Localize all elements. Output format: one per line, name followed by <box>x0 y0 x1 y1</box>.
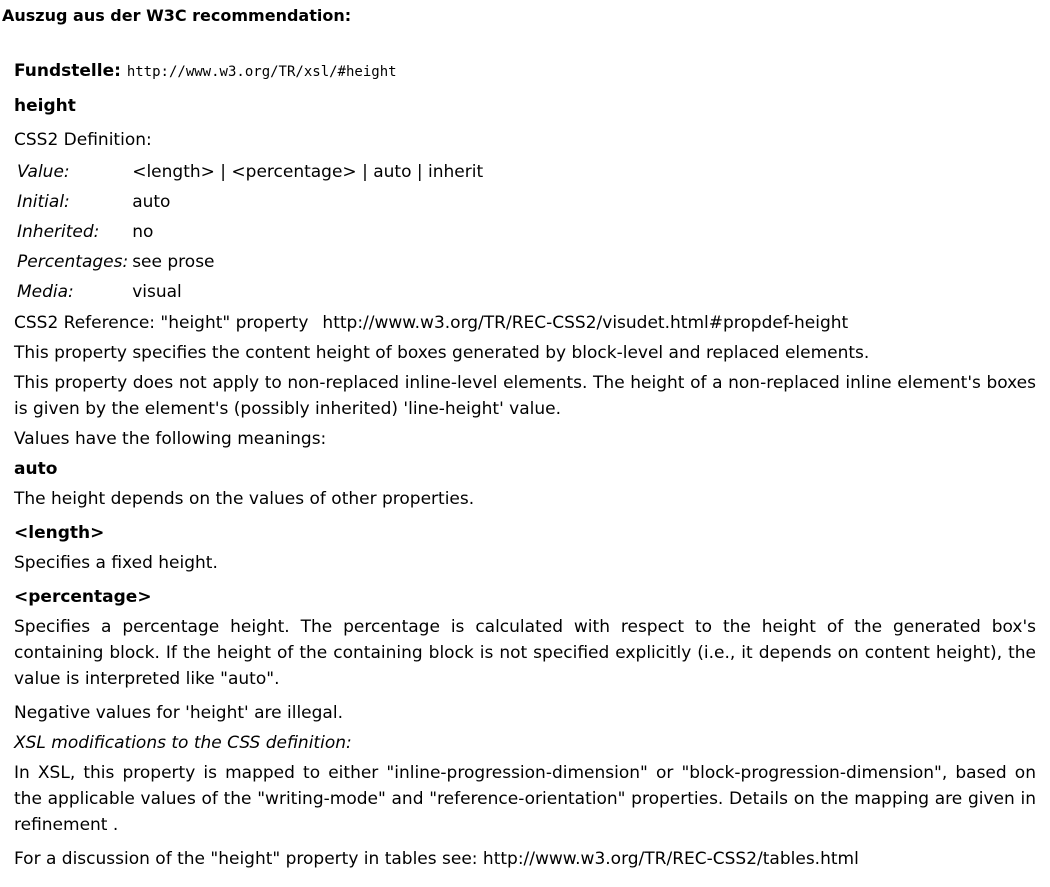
definition-row <box>17 217 487 247</box>
term-percentage-description: Specifies a percentage height. The percentage is calculated with respect to the height of the generated box's containing block. If the height of the containing block is not specified explicitly (i.e., it depends on content height), the value is interpreted like "auto". <box>14 617 1036 689</box>
css2-reference <box>14 310 1036 336</box>
paragraph-negative: Negative values for 'height' are illegal. <box>14 703 343 723</box>
source-reference <box>14 58 1036 85</box>
term-auto: auto <box>14 459 58 479</box>
definition-value: see prose <box>132 252 215 272</box>
definition-value: no <box>132 222 154 242</box>
source-label: Fundstelle: <box>14 61 121 81</box>
definition-row <box>17 187 487 217</box>
paragraph-scope: This property specifies the content height of boxes generated by block-level and replaced elements. <box>14 343 870 363</box>
paragraph-inline: This property does not apply to non-replaced inline-level elements. The height of a non-replaced inline element's boxes is given by the element's (possibly inherited) 'line-height' value. <box>14 373 1036 419</box>
definition-label: Initial: <box>17 192 70 212</box>
css2-reference-link[interactable]: http://www.w3.org/TR/REC-CSS2/visudet.html#propdef-height <box>322 313 849 333</box>
xsl-modifications-label: XSL modifications to the CSS definition: <box>14 733 352 753</box>
css2-reference-label: CSS2 Reference: "height" property <box>14 313 309 333</box>
definition-label: Inherited: <box>17 222 100 242</box>
definition-label: Media: <box>17 282 74 302</box>
definition-row <box>17 247 487 277</box>
term-auto-description: The height depends on the values of other properties. <box>14 489 475 509</box>
paragraph-meanings-intro: Values have the following meanings: <box>14 429 327 449</box>
definition-table <box>17 157 487 307</box>
definition-value: <length> | <percentage> | auto | inherit <box>132 162 484 182</box>
definition-label: Value: <box>17 162 70 182</box>
term-percentage: <percentage> <box>14 587 152 607</box>
page-title: Auszug aus der W3C recommendation: <box>2 6 352 25</box>
term-length-description: Specifies a fixed height. <box>14 553 218 573</box>
paragraph-tables-note: For a discussion of the "height" property in tables see: http://www.w3.org/TR/REC-CSS2/tables.html <box>14 849 859 869</box>
definition-label: Percentages: <box>17 252 129 272</box>
term-length: <length> <box>14 523 105 543</box>
document-content <box>14 58 1036 872</box>
definition-value: auto <box>132 192 171 212</box>
definition-value: visual <box>132 282 182 302</box>
definition-row <box>17 157 487 187</box>
css2-definition-label: CSS2 Definition: <box>14 130 152 150</box>
paragraph-xsl-mapping: In XSL, this property is mapped to either "inline-progression-dimension" or "block-progression-dimension", based on the applicable values of the "writing-mode" and "reference-orientation" properties. Details on the mapping are given in refinement . <box>14 763 1036 835</box>
definition-row <box>17 277 487 307</box>
property-name: height <box>14 96 76 116</box>
source-url-link[interactable]: http://www.w3.org/TR/xsl/#height <box>126 64 397 80</box>
